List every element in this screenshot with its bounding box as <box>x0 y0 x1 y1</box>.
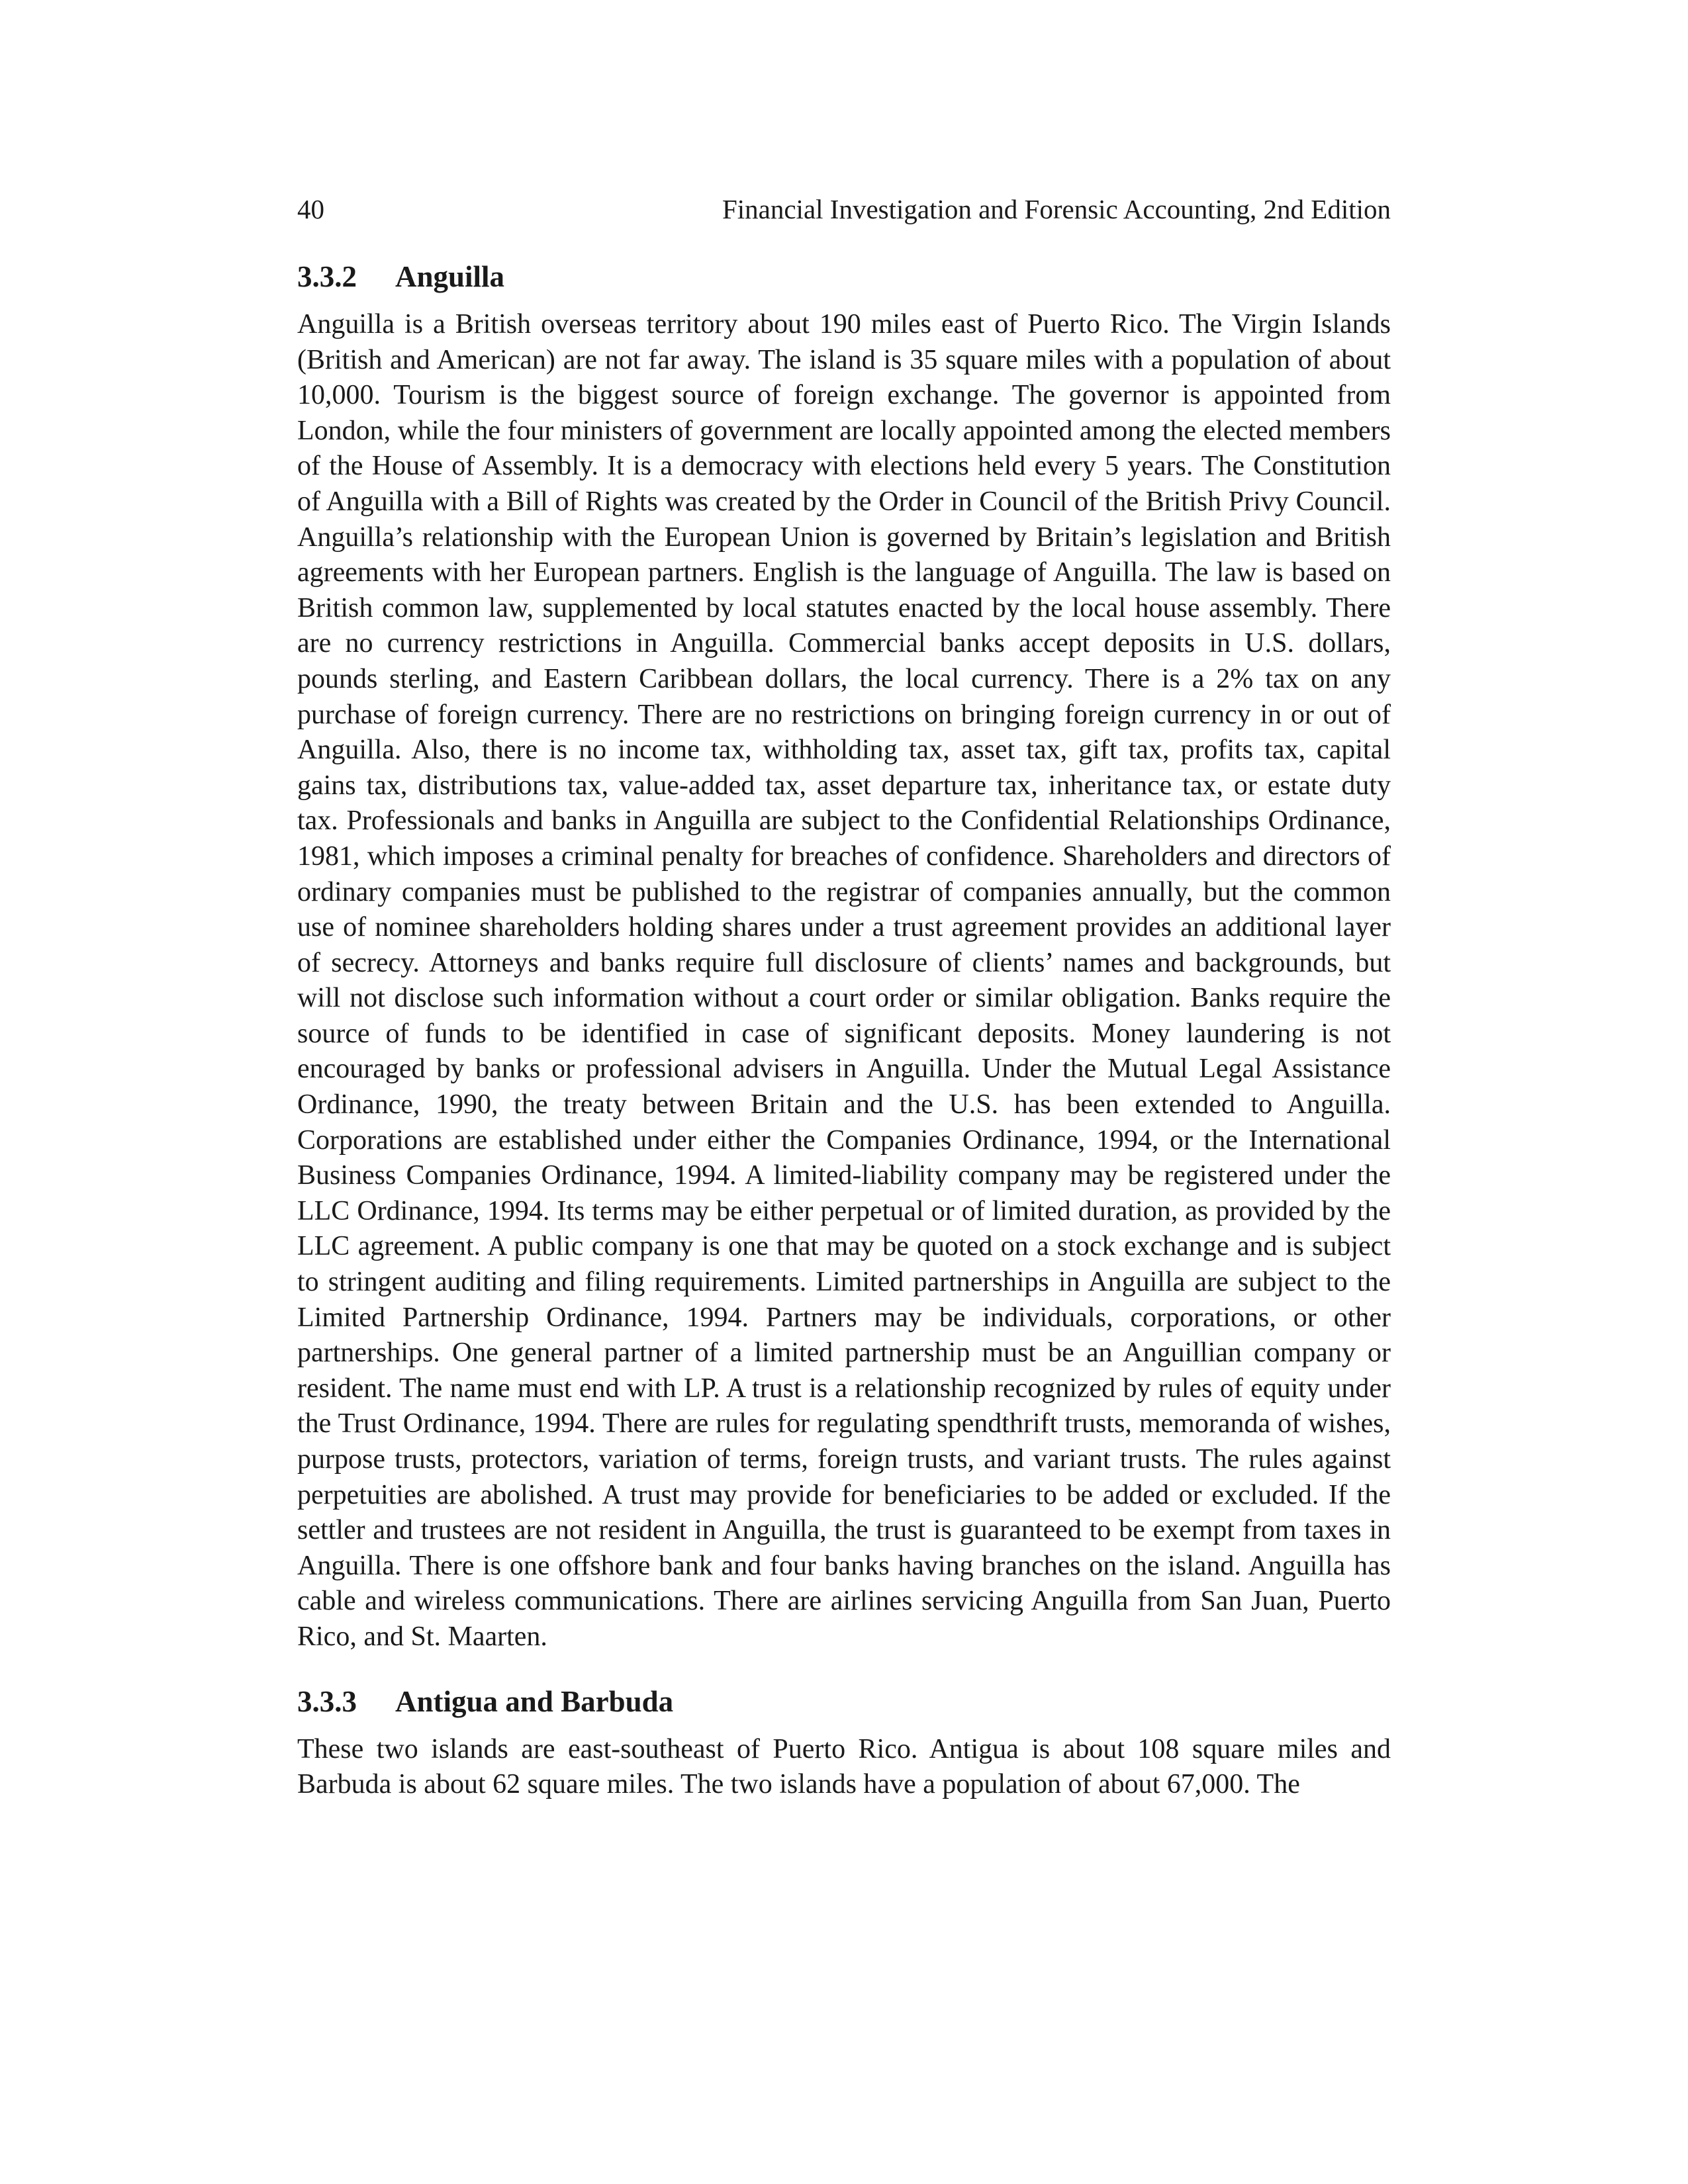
section-antigua-and-barbuda <box>297 1683 1391 1803</box>
section-body: Anguilla is a British overseas territory about 190 miles east of Puerto Rico. The Virgin Islands (British and American) are not far away. The island is 35 square miles with a population of about 10,000. Tourism is the biggest source of foreign exchange. The governor is appointed from London, while the four ministers of government are locally appointed among the elected members of the House of Assembly. It is a democracy with elections held every 5 years. The Constitution of Anguilla with a Bill of Rights was created by the Order in Council of the British Privy Council. Anguilla’s relationship with the European Union is governed by Britain’s legislation and British agreements with her European partners. English is the language of Anguilla. The law is based on British common law, supplemented by local statutes enacted by the local house assembly. There are no currency restrictions in Anguilla. Commercial banks accept deposits in U.S. dollars, pounds sterling, and Eastern Caribbean dollars, the local currency. There is a 2% tax on any purchase of foreign currency. There are no restrictions on bringing foreign currency in or out of Anguilla. Also, there is no income tax, withholding tax, asset tax, gift tax, profits tax, capital gains tax, distributions tax, value-added tax, asset departure tax, inheritance tax, or estate duty tax. Professionals and banks in Anguilla are subject to the Confidential Relationships Ordinance, 1981, which imposes a criminal penalty for breaches of confidence. Shareholders and directors of ordinary companies must be published to the registrar of companies annually, but the common use of nominee shareholders holding shares under a trust agreement provides an additional layer of secrecy. Attorneys and banks require full disclosure of clients’ names and backgrounds, but will not disclose such information without a court order or similar obligation. Banks require the source of funds to be identified in case of significant deposits. Money laundering is not encouraged by banks or professional advisers in Anguilla. Under the Mutual Legal Assistance Ordinance, 1990, the treaty between Britain and the U.S. has been extended to Anguilla. Corporations are established under either the Companies Ordinance, 1994, or the International Business Companies Ordinance, 1994. A limited-liability company may be registered under the LLC Ordinance, 1994. Its terms may be either perpetual or of limited duration, as provided by the LLC agreement. A public company is one that may be quoted on a stock exchange and is subject to stringent auditing and filing requirements. Limited partnerships in Anguilla are subject to the Limited Partnership Ordinance, 1994. Partners may be individuals, corporations, or other partnerships. One general partner of a limited partnership must be an Anguillian company or resident. The name must end with LP. A trust is a relationship recognized by rules of equity under the Trust Ordinance, 1994. There are rules for regulating spendthrift trusts, memoranda of wishes, purpose trusts, protectors, variation of terms, foreign trusts, and variant trusts. The rules against perpetuities are abolished. A trust may provide for beneficiaries to be added or excluded. If the settler and trustees are not resident in Anguilla, the trust is guaranteed to be exempt from taxes in Anguilla. There is one offshore bank and four banks having branches on the island. Anguilla has cable and wireless communications. There are airlines servicing Anguilla from San Juan, Puerto Rico, and St. Maarten. <box>297 309 1391 1652</box>
book-title: Financial Investigation and Forensic Accounting, 2nd Edition <box>722 194 1391 224</box>
running-head <box>297 192 1391 226</box>
section-heading <box>297 258 1391 295</box>
section-title: Anguilla <box>395 260 505 293</box>
section-title: Antigua and Barbuda <box>395 1684 674 1718</box>
section-heading <box>297 1683 1391 1720</box>
section-anguilla <box>297 258 1391 1655</box>
section-body: These two islands are east-southeast of Puerto Rico. Antigua is about 108 square miles and Barbuda is about 62 square miles. The two islands have a population of about 67,000. The <box>297 1733 1391 1800</box>
page-number: 40 <box>297 194 324 224</box>
section-number: 3.3.2 <box>297 260 357 293</box>
section-number: 3.3.3 <box>297 1684 357 1718</box>
document-page <box>297 192 1391 1803</box>
